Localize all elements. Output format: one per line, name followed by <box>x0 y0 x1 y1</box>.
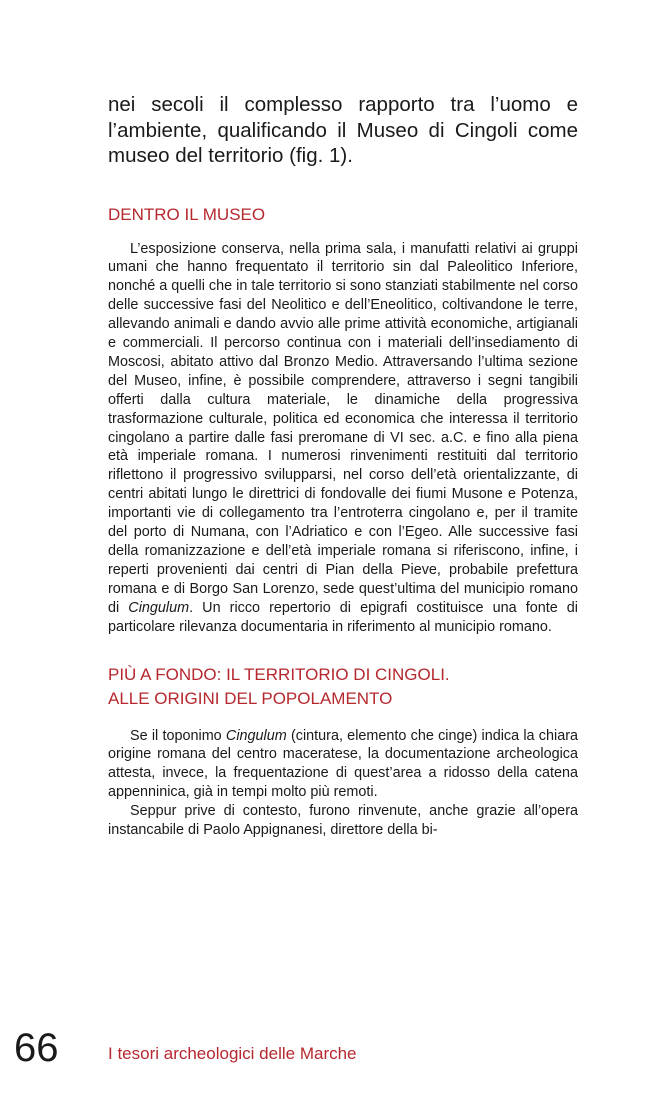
section2-text-a: Se il toponimo <box>130 727 226 744</box>
section2-text-b: (cintura, elemento che cinge) indica la chiara origine romana del centro maceratese, la documentazione archeologica attesta, invece, la frequentazione di quest’area a ridosso della catena appenninica, già in tempi molto più remoti. <box>108 727 578 801</box>
section2-heading-line1: PIÙ A FONDO: IL TERRITORIO DI CINGOLI. <box>108 664 450 684</box>
section1-text-a: L’esposizione conserva, nella prima sala, i manufatti relativi ai gruppi umani che hanno frequentato il territorio sin dal Paleolitico Inferiore, nonché a quelli che in tale territorio si sono stanziati stabilmente nel corso delle successive fasi del Neolitico e dell’Eneolitico, coltivandone le terre, allevando animali e dando avvio alle prime attività economiche, artigianali e commerciali. Il percorso continua con i materiali dell’insediamento di Moscosi, abitato attivo dal Bronzo Medio. Attraversando l’ultima sezione del Museo, infine, è possibile comprendere, attraverso i segni tangibili offerti dalla cultura materiale, le dinamiche della progressiva trasformazione culturale, politica ed economica che interessa il territorio cingolano a partire dalle fasi preromane di VI sec. a.C. e fino alla piena età imperiale romana. I numerosi rinvenimenti restituiti dal territorio riflettono il progressivo svilupparsi, nel corso dell’età orientalizzante, di centri abitati lungo le direttrici di fondovalle dei fiumi Musone e Potenza, importanti vie di collegamento tra l’entroterra cingolano e, per il tramite del porto di Numana, con l’Adriatico e con l’Egeo. Alle successive fasi della romanizzazione e dell’età imperiale romana si riferiscono, infine, i reperti provenienti dai centri di Pian della Pieve, probabile prefettura romana e di Borgo San Lorenzo, sede quest’ultima del municipio romano di <box>108 240 578 616</box>
section2-paragraph-1 <box>108 727 578 803</box>
running-footer-title: I tesori archeologici delle Marche <box>108 1044 357 1063</box>
page-number: 66 <box>14 1026 59 1070</box>
section2-italic-term: Cingulum <box>225 727 287 744</box>
section1-text-b: . Un ricco repertorio di epigrafi costituisce una fonte di particolare rilevanza documentaria in riferimento al municipio romano. <box>108 599 579 635</box>
intro-paragraph: nei secoli il complesso rapporto tra l’uomo e l’ambiente, qualificando il Museo di Cingoli come museo del territorio (fig. 1). <box>108 93 578 167</box>
section-heading-dentro-il-museo: DENTRO IL MUSEO <box>108 204 266 224</box>
section-heading-territorio <box>108 663 578 711</box>
section1-italic-term: Cingulum <box>128 599 190 616</box>
section2-heading-line2: ALLE ORIGINI DEL POPOLAMENTO <box>108 688 393 708</box>
section1-paragraph <box>108 240 578 637</box>
page-content <box>108 92 578 840</box>
section2-paragraph-2: Seppur prive di contesto, furono rinvenute, anche grazie all’opera instancabile di Paolo Appignanesi, direttore della bi- <box>108 803 578 839</box>
